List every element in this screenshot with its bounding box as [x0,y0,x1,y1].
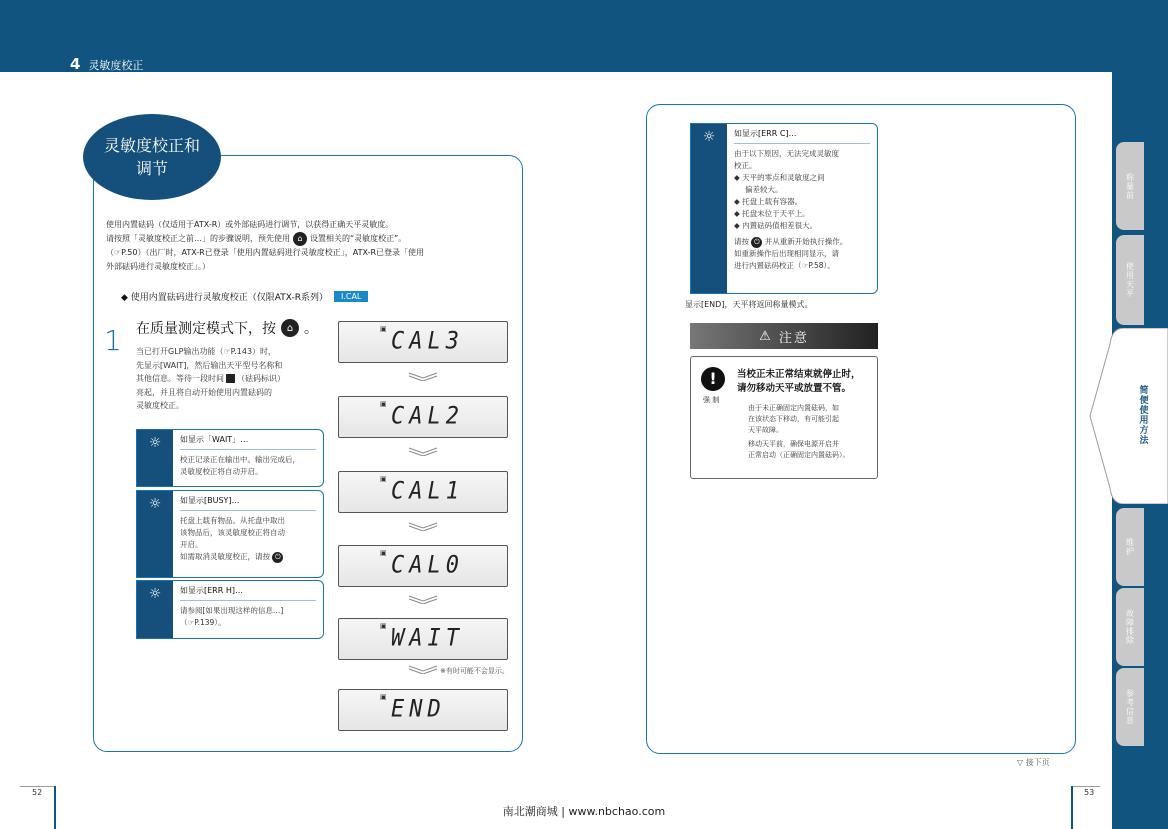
weight-mark-icon: ▣ [380,400,387,408]
page-number-right: 53 [1084,788,1095,797]
subsection-heading [121,290,368,303]
exclamation-icon: ! [701,367,725,391]
section-title-line2: 调节 [135,159,168,178]
lcd-text: END [391,695,446,724]
lightbulb-icon: ☼ [691,124,727,293]
lcd-display [338,618,508,660]
note-err-h [136,580,324,639]
next-page-label: ▽ 接下页 [1017,758,1050,767]
intro-text: 请按照「灵敏度校正之前…」的步骤说明，预先使用 [106,234,290,243]
subsection-label: ◆ 使用内置砝码进行灵敏度校正（仅限ATX-R系列） [121,293,328,303]
down-arrow-icon [408,446,438,456]
intro-line [106,232,406,246]
step-desc-line: 灵敏度校正。 [136,401,184,410]
step-desc-line: 当已打开GLP输出功能（☞P.143）时， [136,347,277,356]
intro-line: 外部砝码进行灵敏度校正」。） [106,262,210,271]
weight-mark-icon: ▣ [380,549,387,557]
note-line: 校正。 [734,161,757,170]
note-text: 请按 [734,237,749,246]
step-description [136,345,316,413]
page-rule-left [20,786,55,787]
bullet-item: ◆ 托盘未位于天平上。 [734,209,810,218]
intro-line: 使用内置砝码（仅适用于ATX-R）或外部砝码进行调节，以获得正确天平灵敏度。 [106,220,394,229]
lcd-text: CAL0 [391,551,464,580]
page-rule-right [1072,786,1100,787]
bullet-text: 天平的零点和灵敏度之间 [742,173,825,182]
weight-mark-icon: ▣ [380,475,387,483]
caution-bar [690,323,878,349]
caution-line: 移动天平前，确保电源开启并 [748,440,839,448]
tab-easy-use-shape [1088,328,1168,504]
caution-text [748,403,876,461]
lcd-display [338,396,508,438]
weight-mark-icon [226,374,235,383]
note-err-c [690,123,878,294]
lcd-display [338,545,508,587]
chapter-header [70,55,143,73]
lcd-display [338,471,508,513]
note-line: 进行内置砝码校正（☞P.58）。 [734,261,835,270]
tab-troubleshooting[interactable]: 故障排除 [1116,588,1144,666]
note-line: 开启。 [180,540,203,549]
note-line [180,551,316,563]
caution-line: 在该状态下移动，有可能引起 [748,415,839,423]
power-key-icon: ⏻ [751,237,762,248]
note-line: 托盘上载有物品。从托盘中取出 [180,516,285,525]
note-title: 如显示「WAIT」… [180,434,316,450]
note-title: 如显示[BUSY]… [180,495,316,511]
note-title: 如显示[ERR H]… [180,585,316,601]
bullet-item: ◆ 天平的零点和灵敏度之间 [734,173,825,182]
caution-title: 注意 [778,330,809,346]
lcd-text: CAL3 [391,327,464,356]
section-title-line1: 灵敏度校正和 [103,136,200,155]
weight-mark-icon: ▣ [380,693,387,701]
tab-using-balance[interactable]: 使用天平 [1116,235,1144,325]
note-line: 校正记录正在输出中。输出完成后， [180,455,300,464]
footer-source: 南北潮商城 | www.nbchao.com [502,805,666,818]
chapter-title: 灵敏度校正 [88,59,144,72]
down-arrow-icon [408,664,438,674]
warning-icon: ⚠ [759,328,773,344]
lightbulb-icon: ☼ [137,581,173,638]
bullet-text: 托盘上载有容器。 [742,197,803,206]
note-line [734,236,870,248]
mandatory-label: 强 制 [703,396,720,404]
step-desc-line [136,372,316,386]
bullet-text: 托盘未位于天平上。 [742,209,810,218]
caution-main-line: 请勿移动天平或放置不管。 [737,383,852,394]
tab-reference[interactable]: 参考信息 [1116,668,1144,746]
cal-key-icon: ⌂ [293,232,307,246]
note-wait [136,429,324,487]
note-text: 如需取消灵敏度校正，请按 [180,552,270,561]
down-arrow-icon [408,521,438,531]
tab-before-weighing[interactable]: 称量前 [1116,142,1144,230]
step-heading-text: 在质量测定模式下，按 [136,321,276,337]
note-busy [136,490,324,578]
step-desc-text: 其他信息。等待一段时间 [136,374,224,383]
caution-line: 由于未正确固定内置砝码，如 [748,404,839,412]
tab-maintenance[interactable]: 维护 [1116,508,1144,586]
caution-line: 正常启动（正确固定内置砝码）。 [748,451,850,459]
weight-mark-icon: ▣ [380,622,387,630]
step-heading-end: 。 [304,321,318,337]
note-line: （☞P.139）。 [180,618,226,627]
step-heading [136,318,318,338]
weight-mark-icon: ▣ [380,325,387,333]
caution-box [690,356,878,479]
lcd-text: CAL1 [391,477,464,506]
bullet-item: ◆ 内置砝码值相差很大。 [734,221,818,230]
note-line: 灵敏度校正将自动开启。 [180,467,263,476]
intro-line: （☞P.50）（出厂时，ATX-R已登录「使用内置砝码进行灵敏度校正」，ATX-R已登录「使用 [106,248,425,257]
down-arrow-icon [408,594,438,604]
chapter-number: 4 [70,55,81,73]
lcd-text: WAIT [391,624,464,653]
intro-text: 设置相关的“灵敏度校正”。 [310,234,407,243]
note-line: 由于以下原因，无法完成灵敏度 [734,149,839,158]
cal-key-icon: ⌂ [281,319,299,337]
power-key-icon: ⏻ [272,552,283,563]
display-footnote: ※有时可能不会显示。 [440,667,509,675]
note-title: 如显示[ERR C]… [734,128,870,144]
note-line: 该物品后，该灵敏度校正将自动 [180,528,285,537]
bullet-text: 内置砝码值相差很大。 [742,221,818,230]
step-desc-text: （砝码标识） [237,374,285,383]
ical-tag: I.CAL [334,291,368,302]
note-text: 并从重新开始执行操作。 [764,237,848,246]
tab-easy-use[interactable]: 简便使用方法 [1137,385,1148,445]
top-band [0,0,1168,72]
note-line: 如重新操作后出现相同显示，请 [734,249,839,258]
lcd-display [338,321,508,363]
lcd-display [338,689,508,731]
note-line: 请参阅[如果出现这样的信息…] [180,606,284,615]
page-number-left: 52 [32,788,43,797]
caution-line: 天平故障。 [748,426,783,434]
down-arrow-icon [408,371,438,381]
step-desc-line: 先显示[WAIT]，然后输出天平型号名称和 [136,360,283,370]
bullet-text: 偏差较大。 [745,185,783,194]
lightbulb-icon: ☼ [137,491,173,577]
lcd-text: CAL2 [391,402,464,431]
bullet-item: ◆ 托盘上载有容器。 [734,197,803,206]
step-desc-line: 亮起，并且将自动开始使用内置砝码的 [136,387,272,397]
section-title [83,114,221,200]
end-text: 显示[END]，天平将返回称量模式。 [685,300,813,309]
caution-main-line: 当校正未正常结束就停止时， [737,369,861,380]
caution-main [737,368,861,396]
step-number: 1 [104,324,122,357]
lightbulb-icon: ☼ [137,430,173,486]
